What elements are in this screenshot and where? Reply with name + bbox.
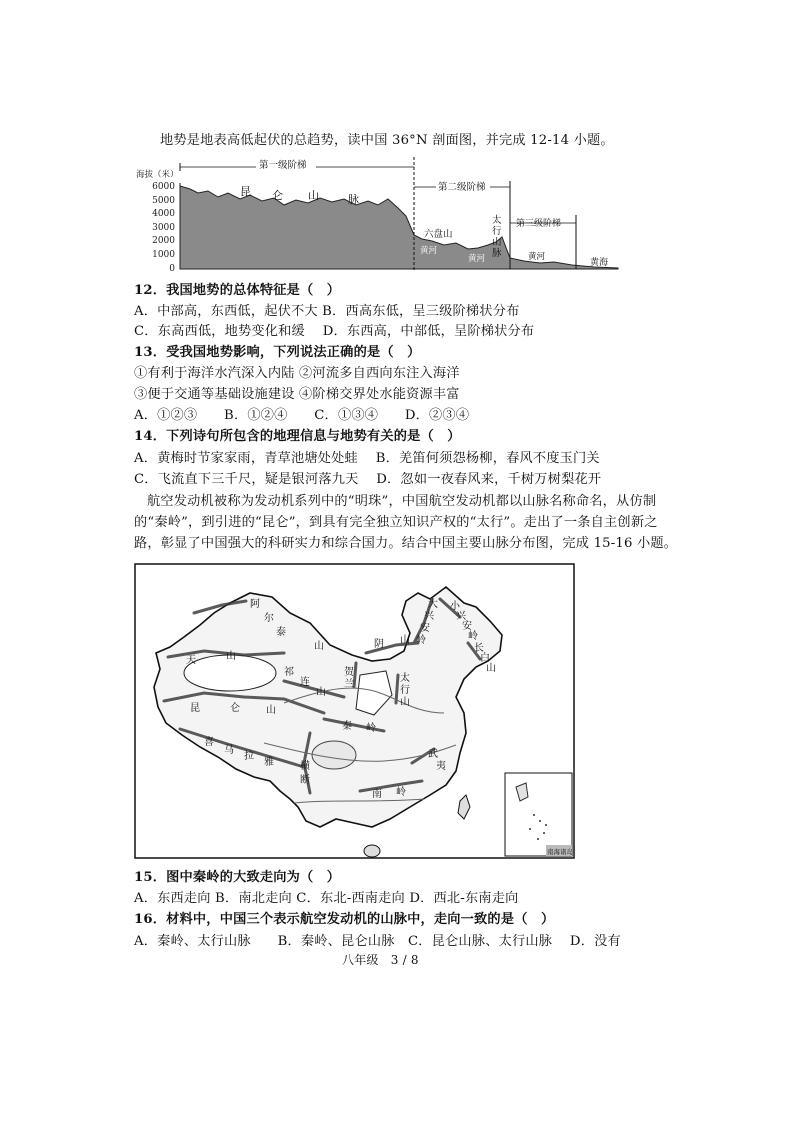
q15-options: A．东西走向 B．南北走向 C．东北-西南走向 D．西北-东南走向	[134, 891, 519, 906]
label-altai: 山	[314, 641, 324, 652]
page-footer: 八年级 3 / 8	[342, 953, 419, 967]
q14-options-ab: A．黄梅时节家家雨，青草池塘处处蛙 B．羌笛何须怨杨柳，春风不度玉门关	[134, 451, 600, 466]
label-xiaoxinganling: 小	[450, 601, 460, 612]
label-himalaya: 喜	[204, 737, 214, 748]
ytick: 2000	[152, 236, 175, 246]
label-qinling: 岭	[366, 723, 376, 734]
label-xiaoxinganling: 兴	[456, 611, 466, 622]
ytick: 0	[169, 264, 175, 274]
label-huanghai: 黄海	[590, 258, 609, 268]
label-kunlun: 山	[266, 705, 276, 716]
label-altai: 泰	[276, 627, 286, 638]
label-kunlun: 昆	[190, 703, 200, 714]
label-taihang-3: 山	[492, 237, 502, 248]
label-himalaya: 马	[224, 745, 234, 756]
label-tianshan: 天	[186, 655, 196, 666]
label-altai: 阿	[250, 599, 260, 610]
south-china-sea-inset	[505, 773, 572, 856]
china-mountains-map	[134, 563, 575, 859]
step2-label: 第二级阶梯	[438, 182, 486, 193]
q13-statements-1: ①有利于海洋水汽深入内陆 ②河流多自西向东注入海洋	[134, 366, 460, 381]
q13-statements-2: ③便于交通等基础设施建设 ④阶梯交界处水能资源丰富	[134, 387, 460, 402]
q14-stem: 14．下列诗句所包含的地理信息与地势有关的是（ ）	[134, 429, 461, 444]
intro-15-16-line3: 路，彰显了中国强大的科研实力和综合国力。结合中国主要山脉分布图，完成 15-16 小题。	[134, 536, 678, 551]
label-tianshan: 山	[226, 651, 236, 662]
ytick: 1000	[152, 250, 175, 260]
label-helan: 贺	[344, 667, 354, 678]
label-taihang: 行	[400, 685, 410, 696]
label-taihang-2: 行	[492, 226, 502, 237]
intro-15-16-line1: 航空发动机被称为发动机系列中的“明珠”，中国航空发动机都以山脉名称命名，从仿制	[147, 494, 657, 509]
label-nanling: 南	[372, 789, 382, 800]
label-qilian: 山	[316, 687, 326, 698]
step3-label: 第三级阶梯	[516, 219, 562, 229]
label-taihang: 太	[400, 673, 410, 684]
step1-label: 第一级阶梯	[259, 160, 307, 171]
q12-stem: 12．我国地势的总体特征是（ ）	[134, 283, 341, 298]
q15-stem: 15．图中秦岭的大致走向为（ ）	[134, 870, 341, 885]
q16-stem: 16．材料中，中国三个表示航空发动机的山脉中，走向一致的是（ ）	[134, 912, 555, 927]
inset-label: 南海诸岛	[547, 848, 573, 856]
q13-options: A．①②③ B．①②④ C．①③④ D．②③④	[134, 408, 470, 423]
q16-options: A．秦岭、太行山脉 B．秦岭、昆仑山脉 C．昆仑山脉、太行山脉 D．没有	[134, 934, 621, 949]
label-helan: 兰	[344, 679, 354, 690]
label-kunlun-1: 昆	[240, 185, 251, 198]
label-daxinganling: 兴	[424, 611, 434, 622]
label-kunlun: 仑	[230, 703, 240, 714]
label-taihang-4: 脉	[492, 248, 502, 259]
label-wuyi: 夷	[436, 761, 446, 772]
ytick: 5000	[152, 196, 175, 206]
profile-ylabel: 海拔（米）	[136, 170, 179, 180]
intro-15-16-line2: 的“秦岭”，到引进的“昆仑”，到具有完全独立知识产权的“太行”。走出了一条自主创新之	[134, 515, 658, 530]
label-huanghe-3: 黄河	[528, 252, 546, 262]
ytick: 3000	[152, 223, 175, 233]
q12-options-ab: A．中部高，东西低，起伏不大 B．西高东低，呈三级阶梯状分布	[134, 304, 520, 319]
label-hengduan: 横	[300, 761, 310, 772]
label-himalaya: 拉	[244, 751, 254, 762]
label-daxinganling: 大	[428, 599, 438, 610]
label-hengduan: 断	[300, 775, 310, 786]
q14-options-cd: C．飞流直下三千尺，疑是银河落九天 D．忽如一夜春风来，千树万树梨花开	[134, 472, 602, 487]
label-xiaoxinganling: 安	[462, 621, 472, 632]
label-xiaoxinganling: 岭	[468, 631, 478, 642]
label-taihang: 山	[400, 697, 410, 708]
label-wuyi: 武	[428, 749, 438, 760]
label-qilian: 连	[300, 677, 310, 688]
label-himalaya: 雅	[264, 757, 274, 768]
label-taihang-1: 太	[492, 215, 502, 226]
ytick: 4000	[152, 209, 175, 219]
q13-stem: 13．受我国地势影响，下列说法正确的是（ ）	[134, 345, 421, 360]
label-huanghe-2: 黄河	[468, 254, 486, 264]
ytick: 6000	[152, 182, 175, 192]
label-qilian: 祁	[284, 667, 294, 678]
label-changbai: 山	[486, 663, 496, 674]
label-daxinganling: 安	[420, 623, 430, 634]
label-kunlun-2: 仑	[272, 189, 283, 202]
china-36n-profile	[132, 153, 622, 275]
label-altai: 尔	[264, 613, 274, 624]
label-liupan: 六盘山	[424, 229, 453, 240]
label-nanling: 岭	[396, 787, 406, 798]
label-changbai: 白	[480, 653, 490, 664]
label-kunlun-3: 山	[308, 189, 319, 202]
intro-12-14: 地势是地表高低起伏的总趋势，读中国 36°N 剖面图，并完成 12-14 小题。	[160, 133, 614, 148]
label-yinshan: 山	[400, 635, 410, 646]
label-qinling: 秦	[342, 721, 352, 732]
label-huanghe-1: 黄河	[420, 246, 438, 256]
label-yinshan: 阴	[374, 639, 384, 650]
label-kunlun-4: 脉	[348, 193, 359, 206]
label-daxinganling: 岭	[416, 635, 426, 646]
q12-options-cd: C．东高西低，地势变化和缓 D．东西高，中部低，呈阶梯状分布	[134, 324, 535, 339]
label-changbai: 长	[474, 643, 484, 654]
